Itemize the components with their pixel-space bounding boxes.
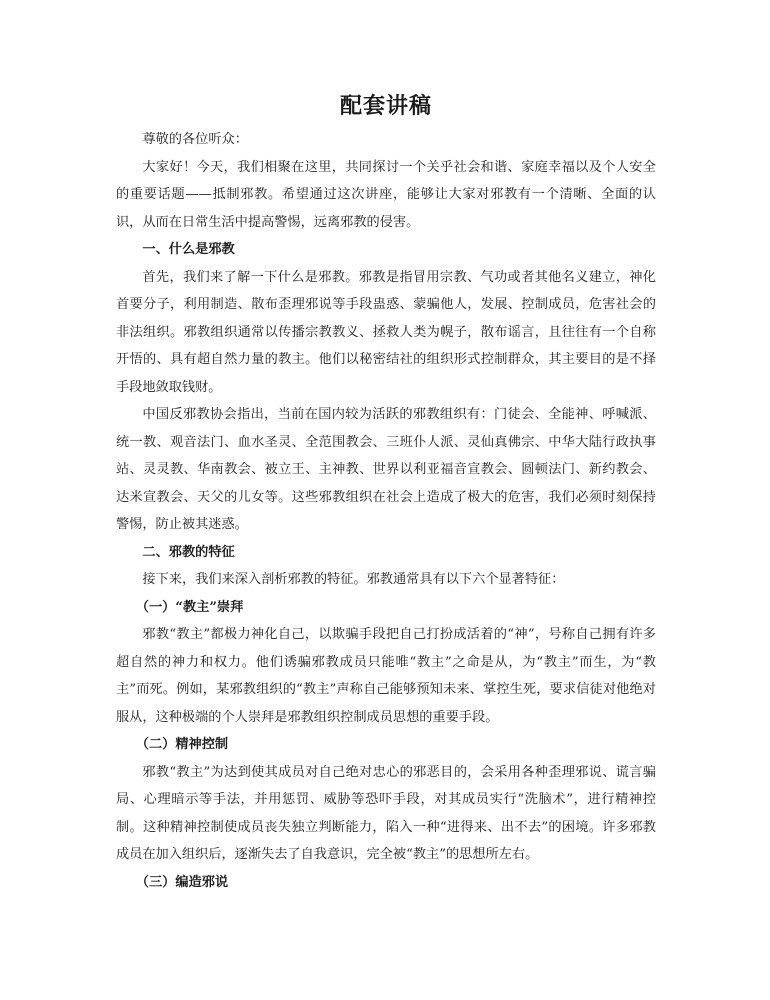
document-title: 配套讲稿: [339, 93, 432, 119]
section1-paragraph-1: 首先，我们来了解一下什么是邪教。邪教是指冒用宗教、气功或者其他名义建立，神化首要分子，利用制造、散布歪理邪说等手段蛊惑、蒙骗他人，发展、控制成员，危害社会的非法组织。邪教组织通常以传播宗教教义、拯救人类为幌子，散布谣言，且往往有一个自称开悟的、具有超自然力量的教主。他们以秘密结社的组织形式控制群众，其主要目的是不择手段地敛取钱财。: [116, 269, 656, 395]
subsection1-paragraph: 邪教“教主”都极力神化自己，以欺骗手段把自己打扮成活着的“神”，号称自己拥有许多超自然的神力和权力。他们诱骗邪教成员只能唯“教主”之命是从，为“教主”而生，为“教主”而死。例如，某邪教组织的“教主”声称自己能够预知未来、掌控生死，要求信徒对他绝对服从，这种极端的个人崇拜是邪教组织控制成员思想的重要手段。: [116, 627, 656, 725]
subsection-heading-mind-control: （二）精神控制: [135, 737, 229, 752]
intro-paragraph: 大家好！今天，我们相聚在这里，共同探讨一个关乎社会和谐、家庭幸福以及个人安全的重要话题——抵制邪教。希望通过这次讲座，能够让大家对邪教有一个清晰、全面的认识，从而在日常生活中提高警惕，远离邪教的侵害。: [116, 159, 656, 230]
subsection-heading-fabricated-doctrine: （三）编造邪说: [135, 874, 229, 890]
section2-intro: 接下来，我们来深入剖析邪教的特征。邪教通常具有以下六个显著特征：: [142, 572, 565, 587]
section-heading-features: 二、邪教的特征: [142, 544, 235, 560]
subsection-heading-leader-worship: （一）“教主”崇拜: [135, 599, 244, 615]
subsection2-paragraph: 邪教“教主”为达到使其成员对自己绝对忠心的邪恶目的，会采用各种歪理邪说、谎言骗局、心理暗示等手法，并用惩罚、威胁等恐吓手段，对其成员实行“洗脑术”，进行精神控制。这种精神控制使成员丧失独立判断能力，陷入一种“进得来、出不去”的困境。许多邪教成员在加入组织后，逐渐失去了自我意识，完全被“教主”的思想所左右。: [116, 764, 656, 862]
document-body: [116, 86, 656, 896]
section1-paragraph-2: 中国反邪教协会指出，当前在国内较为活跃的邪教组织有：门徒会、全能神、呼喊派、统一教、观音法门、血水圣灵、全范围教会、三班仆人派、灵仙真佛宗、中华大陆行政执事站、灵灵教、华南教会、被立王、主神教、世界以利亚福音宣教会、圆顿法门、新约教会、达米宣教会、天父的儿女等。这些邪教组织在社会上造成了极大的危害，我们必须时刻保持警惕，防止被其迷惑。: [116, 407, 656, 532]
section-heading-what-is-cult: 一、什么是邪教: [142, 242, 235, 257]
greeting: 尊敬的各位听众：: [142, 132, 248, 147]
